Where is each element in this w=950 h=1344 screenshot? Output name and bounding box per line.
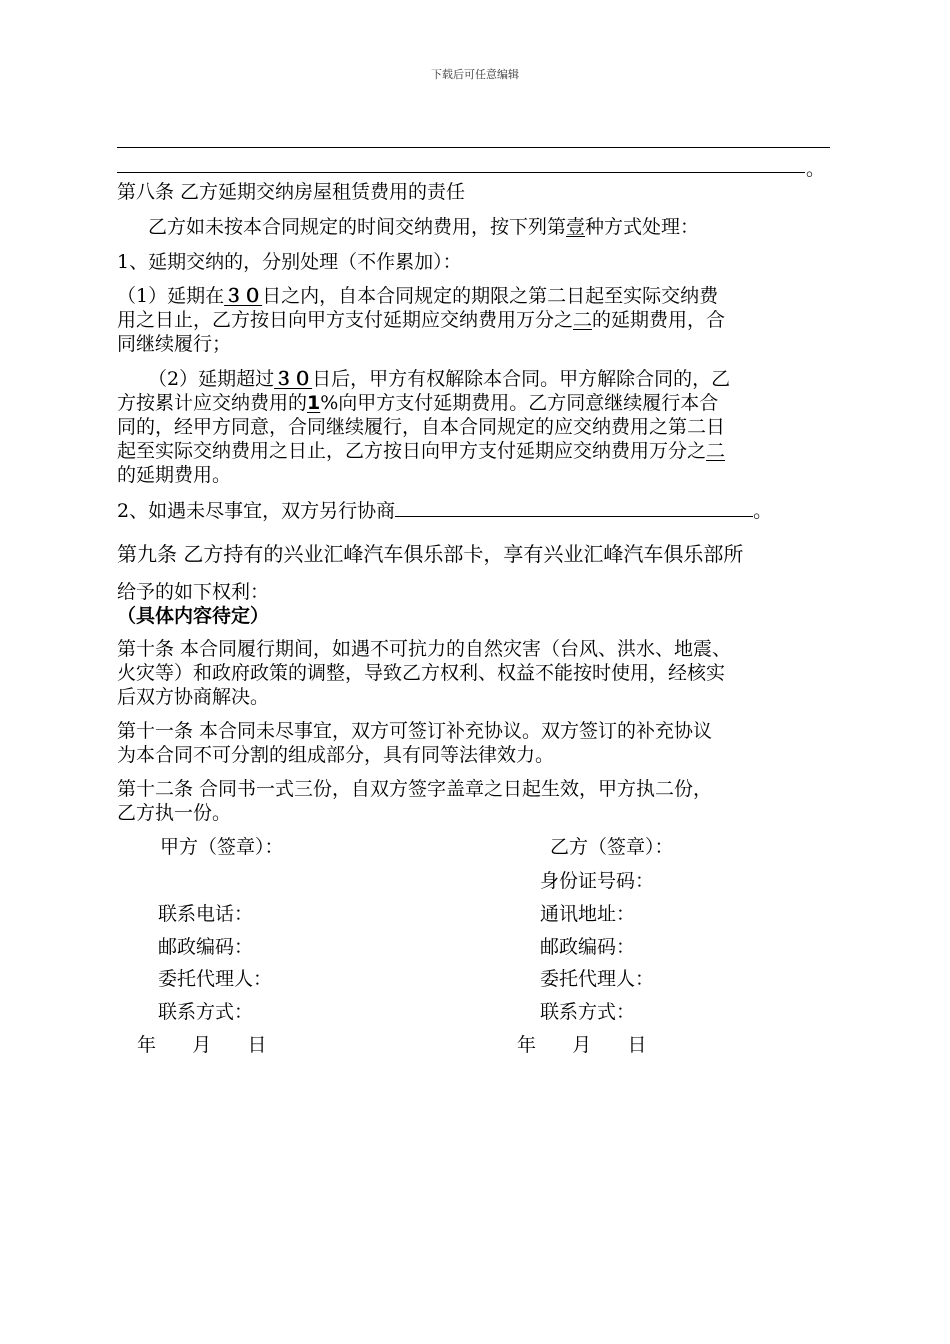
article-8-sub-2-line-3: 同的，经甲方同意，合同继续履行，自本合同规定的应交纳费用之第二日 [117, 416, 726, 438]
negotiation-blank [395, 498, 753, 517]
article-8-title: 第八条 乙方延期交纳房屋租赁费用的责任 [117, 181, 466, 203]
sub2-line2-text: 方按累计应交纳费用的 [117, 392, 308, 414]
line-end-mark: 。 [806, 158, 826, 180]
article-8-sub-2-line-5: 的延期费用。 [117, 464, 232, 486]
party-b-id-number: 身份证号码： [540, 870, 655, 892]
sub2-line2-text-2: %向甲方支付延期费用。乙方同意继续履行本合 [320, 392, 719, 414]
article-11-line-1: 第十一条 本合同未尽事宜，双方可签订补充协议。双方签订的补充协议 [117, 720, 713, 742]
article-8-item-1: 1、延期交纳的，分别处理（不作累加）： [117, 251, 462, 273]
club-name-2: 兴业汇峰汽车俱乐部 [543, 542, 724, 566]
sub2-percent: 1 [307, 392, 321, 414]
article-8-intro-text-2: 种方式处理： [585, 216, 700, 238]
club-name: 兴业汇峰汽车俱乐部 [283, 542, 464, 566]
sub1-days: ３０ [224, 285, 263, 307]
article-8-sub-2-line-4 [117, 439, 837, 464]
article-9-label: 第九条 [117, 542, 177, 566]
sub2-days: ３０ [274, 368, 313, 390]
article-8-intro-text: 乙方如未按本合同规定的时间交纳费用，按下列第 [148, 216, 567, 238]
party-a-contact: 联系方式： [158, 1001, 254, 1023]
sub2-text-2: 日后，甲方有权解除本合同。甲方解除合同的，乙 [312, 368, 731, 390]
party-a-agent: 委托代理人： [158, 968, 273, 990]
article-10-line-1: 第十条 本合同履行期间，如遇不可抗力的自然灾害（台风、洪水、地震、 [117, 638, 732, 660]
article-11-line-2: 为本合同不可分割的组成部分，具有同等法律效力。 [117, 744, 555, 766]
party-a-postal: 邮政编码： [158, 936, 254, 958]
article-9 [117, 542, 837, 567]
article-8-sub-2 [148, 367, 868, 392]
article-8-item-2 [117, 498, 837, 524]
sub1-text-2: 日之内，自本合同规定的期限之第二日起至实际交纳费 [262, 285, 719, 307]
page-header: 下载后可任意编辑 [431, 68, 519, 81]
article-8-intro [148, 215, 868, 240]
party-b-address: 通讯地址： [540, 903, 636, 925]
article-8-sub-1-line-2 [117, 308, 837, 333]
sub1-text: （1）延期在 [117, 285, 225, 307]
party-b-signature: 乙方（签章）： [550, 836, 674, 858]
article-9-text: 乙方持有的 [177, 542, 284, 566]
article-12-line-2: 乙方执一份。 [117, 802, 232, 824]
sub2-line4-text: 起至实际交纳费用之日止，乙方按日向甲方支付延期应交纳费用万分之 [117, 440, 707, 462]
article-9-line-2: 给予的如下权利： [117, 581, 270, 603]
article-9-text-2: 卡，享有 [463, 542, 544, 566]
party-b-agent: 委托代理人： [540, 968, 655, 990]
party-b-date: 年 月 日 [517, 1034, 647, 1056]
sub1-line2-text-2: 的延期费用，合 [592, 309, 726, 331]
party-b-postal: 邮政编码： [540, 936, 636, 958]
item2-text: 2、如遇未尽事宜，双方另行协商 [117, 500, 396, 522]
party-b-contact: 联系方式： [540, 1001, 636, 1023]
article-12-line-1: 第十二条 合同书一式三份，自双方签字盖章之日起生效，甲方执二份， [117, 778, 713, 800]
article-8-sub-1 [117, 284, 837, 309]
blank-line-1 [117, 147, 830, 148]
sub1-line2-text: 用之日止，乙方按日向甲方支付延期应交纳费用万分之 [117, 309, 574, 331]
sub2-text: （2）延期超过 [148, 368, 275, 390]
payment-method-choice: 壹 [566, 216, 586, 238]
article-8-sub-1-line-3: 同继续履行； [117, 333, 232, 355]
party-a-signature: 甲方（签章）： [160, 836, 284, 858]
sub1-rate: 二 [573, 309, 593, 331]
party-a-date: 年 月 日 [137, 1034, 267, 1056]
article-10-line-3: 后双方协商解决。 [117, 686, 270, 708]
sub2-rate: 二 [706, 440, 726, 462]
article-9-pending: （具体内容待定） [117, 605, 270, 627]
article-10-line-2: 火灾等）和政府政策的调整，导致乙方权利、权益不能按时使用，经核实 [117, 662, 726, 684]
article-9-text-3: 所 [723, 542, 744, 566]
article-8-sub-2-line-2 [117, 391, 837, 416]
party-a-phone: 联系电话： [158, 903, 254, 925]
blank-line-2 [117, 172, 805, 173]
item2-end: 。 [753, 500, 773, 522]
